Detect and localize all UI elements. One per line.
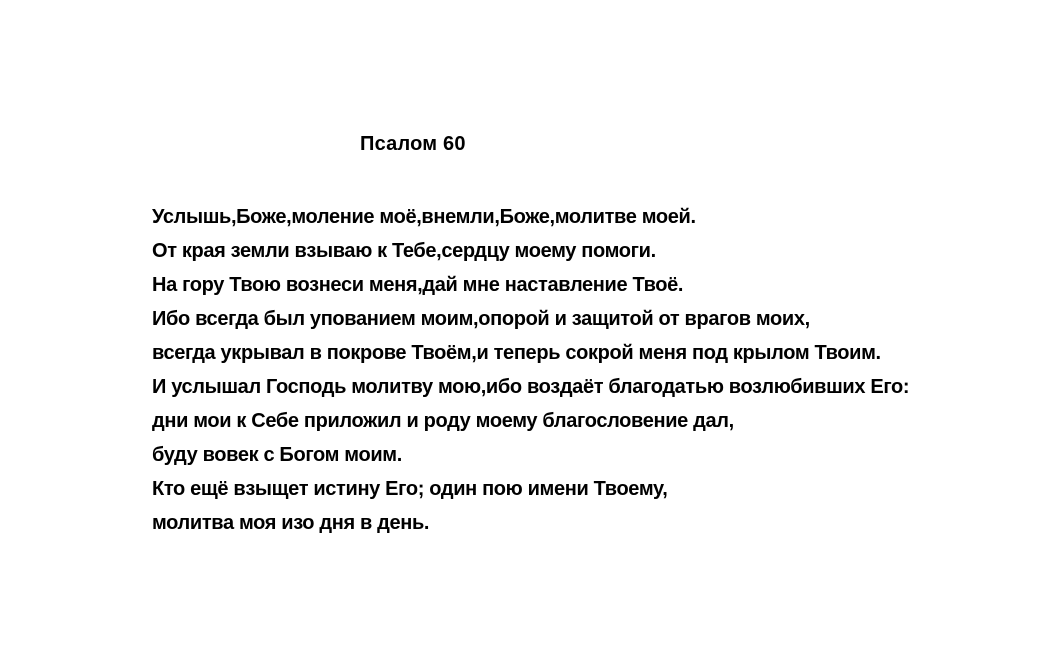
psalm-title: Псалом 60 <box>360 133 466 155</box>
verse-line: всегда укрывал в покрове Твоём,и теперь сокрой меня под крылом Твоим. <box>152 342 881 364</box>
psalm-text <box>152 200 909 540</box>
verse-line: И услышал Господь молитву мою,ибо воздаёт благодатью возлюбивших Его: <box>152 376 910 398</box>
verse-line: От края земли взываю к Тебе,сердцу моему помоги. <box>152 240 656 262</box>
verse-line: Услышь,Боже,моление моё,внемли,Боже,молитве моей. <box>152 206 696 228</box>
verse-line: буду вовек с Богом моим. <box>152 444 402 466</box>
verse-line: дни мои к Себе приложил и роду моему благословение дал, <box>152 410 734 432</box>
verse-line: Ибо всегда был упованием моим,опорой и защитой от врагов моих, <box>152 308 810 330</box>
verse-line: Кто ещё взыщет истину Его; один пою имени Твоему, <box>152 478 668 500</box>
verse-line: молитва моя изо дня в день. <box>152 512 430 534</box>
verse-line: На гору Твою вознеси меня,дай мне наставление Твоё. <box>152 274 684 296</box>
